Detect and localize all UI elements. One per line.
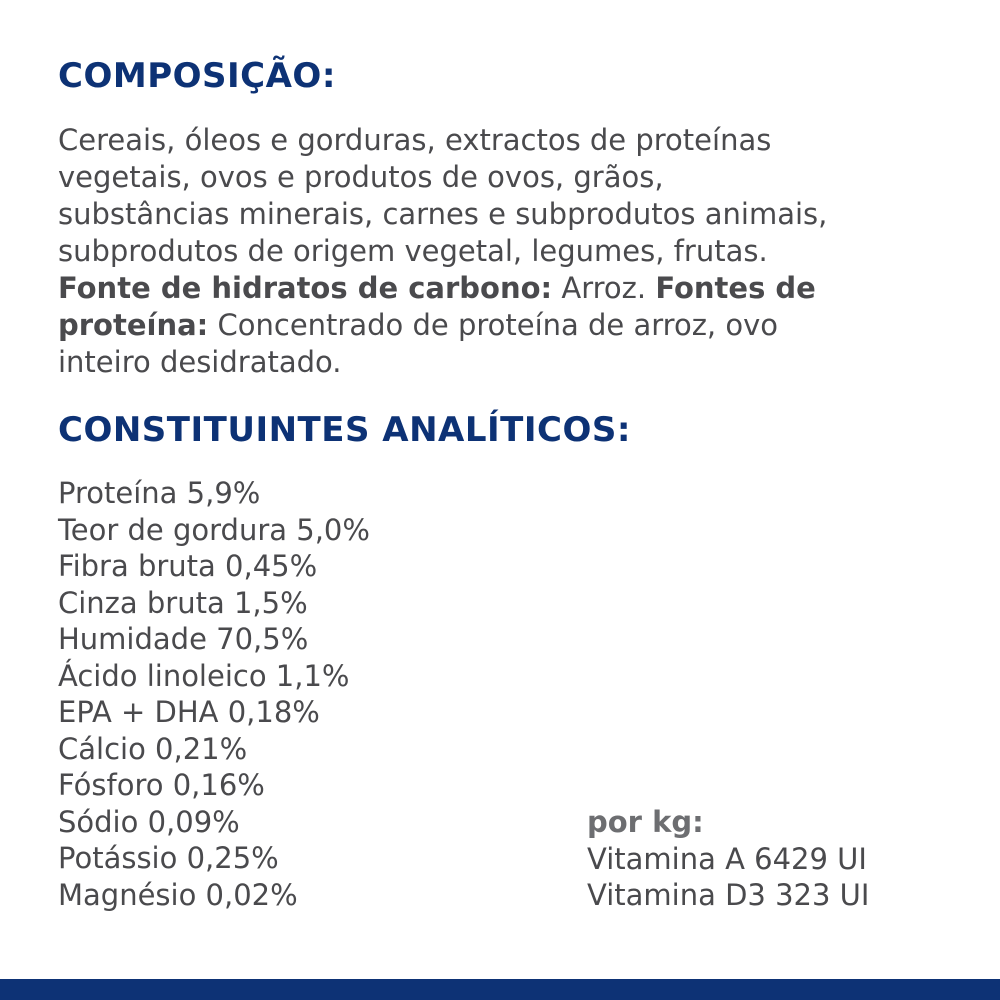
carb-source-value: Arroz.	[552, 271, 656, 305]
carb-source-line	[58, 270, 958, 307]
vitamin-item: Vitamina D3 323 UI	[587, 878, 870, 912]
protein-source-label-part1: Fontes de	[655, 271, 816, 305]
protein-source-label-part2: proteína:	[58, 308, 209, 342]
protein-source-line	[58, 307, 958, 344]
bottom-brand-bar	[0, 979, 1000, 1000]
composition-line: substâncias minerais, carnes e subprodutos animais,	[58, 197, 828, 231]
protein-source-value-continued: inteiro desidratado.	[58, 345, 342, 379]
composition-heading: COMPOSIÇÃO:	[58, 56, 336, 96]
analytic-item: Teor de gordura 5,0%	[58, 512, 370, 547]
analytic-item: Potássio 0,25%	[58, 841, 279, 875]
analytic-item: Proteína 5,9%	[58, 476, 261, 510]
vitamin-item: Vitamina A 6429 UI	[587, 841, 867, 876]
analytic-item: Humidade 70,5%	[58, 622, 309, 656]
analytic-item: Fibra bruta 0,45%	[58, 549, 318, 583]
analytic-item: Magnésio 0,02%	[58, 877, 298, 912]
composition-line: Cereais, óleos e gorduras, extractos de proteínas	[58, 123, 772, 157]
per-kg-block	[587, 804, 869, 914]
analytic-item: EPA + DHA 0,18%	[58, 695, 320, 729]
analytic-item: Sódio 0,09%	[58, 804, 240, 839]
analytic-item: Ácido linoleico 1,1%	[58, 658, 350, 693]
analytic-item: Cálcio 0,21%	[58, 731, 248, 766]
carb-source-label: Fonte de hidratos de carbono:	[58, 271, 553, 305]
protein-source-value: Concentrado de proteína de arroz, ovo	[208, 308, 779, 342]
composition-line: vegetais, ovos e produtos de ovos, grãos,	[58, 160, 664, 194]
analytic-item: Fósforo 0,16%	[58, 768, 265, 802]
per-kg-label: por kg:	[587, 805, 704, 839]
analytic-constituents-list	[58, 475, 370, 913]
composition-line: subprodutos de origem vegetal, legumes, frutas.	[58, 234, 768, 268]
analytic-heading: CONSTITUINTES ANALÍTICOS:	[58, 410, 631, 450]
analytic-item: Cinza bruta 1,5%	[58, 585, 308, 620]
composition-text	[58, 122, 958, 381]
